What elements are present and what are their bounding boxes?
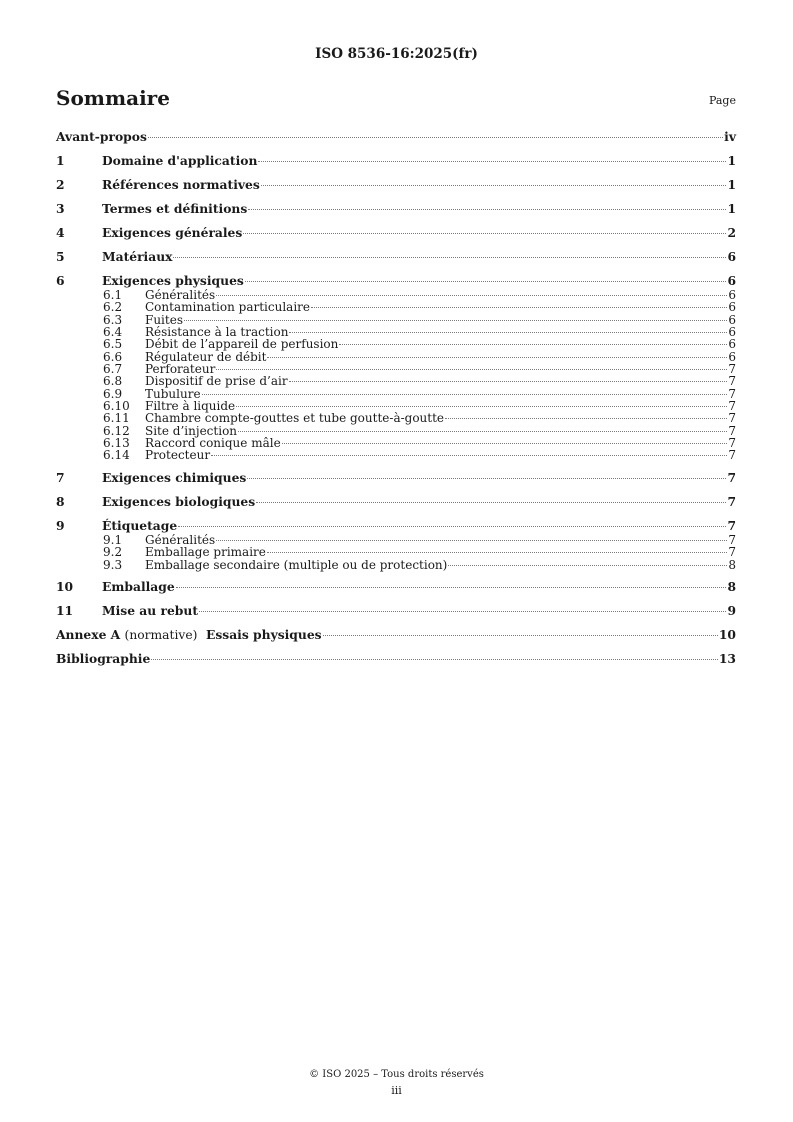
- toc-label: Contamination particulaire: [145, 300, 310, 315]
- toc-number: 5: [56, 249, 65, 264]
- toc-page-number: 6: [727, 249, 736, 264]
- toc-page-number: 2: [727, 225, 736, 240]
- toc-page-number: 13: [718, 650, 736, 666]
- toc-page-number: 7: [728, 399, 736, 414]
- dot-leader: [247, 478, 726, 479]
- toc-label: Étiquetage: [102, 517, 178, 533]
- annex-qualifier: (normative): [124, 627, 198, 642]
- toc-label: Perforateur: [145, 362, 216, 377]
- toc-label: Site d’injection: [145, 423, 238, 438]
- toc-entry[interactable]: [56, 273, 736, 289]
- toc-page-number: 7: [727, 469, 736, 485]
- toc-page-number: 6: [728, 288, 736, 302]
- dot-leader: [267, 357, 727, 358]
- toc-page-number: 7: [728, 436, 736, 451]
- toc-page-number: 6: [727, 273, 736, 288]
- toc-number: 7: [56, 469, 65, 485]
- dot-leader: [148, 137, 723, 138]
- toc-label: Exigences générales: [102, 225, 243, 240]
- toc-number: 6.7: [103, 362, 123, 377]
- toc-number: 9: [56, 517, 65, 533]
- toc-page-number: 7: [728, 386, 736, 401]
- toc-page-number: 7: [728, 532, 736, 547]
- toc-label: Tubulure: [145, 386, 201, 401]
- toc-number: 6.1: [103, 288, 123, 302]
- toc-page-number: 10: [718, 626, 736, 642]
- dot-leader: [245, 281, 727, 282]
- toc-page-number: 9: [727, 602, 736, 618]
- toc-number: 6.3: [103, 312, 123, 327]
- dot-leader: [282, 443, 728, 444]
- toc-number: 6.12: [103, 423, 130, 438]
- toc-label: Régulateur de débit: [145, 349, 267, 364]
- toc-subentry[interactable]: [56, 559, 736, 571]
- dot-leader: [216, 369, 727, 370]
- toc-page-number: 7: [728, 545, 736, 560]
- table-of-contents: [56, 129, 736, 667]
- toc-annex-label: [56, 627, 322, 643]
- toc-subentry[interactable]: [56, 301, 736, 313]
- toc-number: 9.2: [103, 545, 123, 560]
- toc-page-number: 1: [727, 201, 736, 216]
- toc-label: Protecteur: [145, 448, 211, 463]
- toc-page-number: 6: [728, 325, 736, 340]
- dot-leader: [151, 659, 718, 660]
- toc-page-number: 7: [727, 517, 736, 533]
- toc-page-number: 7: [728, 448, 736, 463]
- toc-entry[interactable]: [56, 627, 736, 643]
- toc-label: Généralités: [145, 532, 216, 547]
- toc-page-number: iv: [724, 129, 736, 144]
- dot-leader: [258, 161, 726, 162]
- toc-number: 2: [56, 177, 65, 192]
- toc-label: Débit de l’appareil de perfusion: [145, 337, 339, 352]
- toc-label: Raccord conique mâle: [145, 436, 281, 451]
- dot-leader: [445, 418, 727, 419]
- toc-subentry[interactable]: [56, 338, 736, 350]
- toc-label: Emballage secondaire (multiple ou de protection): [145, 557, 448, 572]
- toc-page-number: 8: [727, 578, 736, 594]
- dot-leader: [323, 635, 718, 636]
- toc-label: Filtre à liquide: [145, 399, 236, 414]
- dot-leader: [267, 552, 727, 553]
- toc-entry[interactable]: [56, 177, 736, 193]
- toc-number: 6.8: [103, 374, 123, 389]
- toc-page-number: 7: [728, 374, 736, 389]
- toc-number: 6: [56, 273, 65, 288]
- dot-leader: [178, 526, 726, 527]
- toc-subentry[interactable]: [56, 412, 736, 424]
- dot-leader: [199, 611, 726, 612]
- toc-number: 6.11: [103, 411, 130, 426]
- toc-number: 10: [56, 578, 74, 594]
- toc-page-number: 7: [728, 411, 736, 426]
- toc-entry[interactable]: [56, 603, 736, 619]
- toc-number: 6.5: [103, 337, 123, 352]
- toc-page-number: 6: [728, 349, 736, 364]
- dot-leader: [236, 406, 727, 407]
- toc-entry[interactable]: [56, 129, 736, 145]
- dot-leader: [448, 565, 727, 566]
- toc-entry[interactable]: [56, 249, 736, 265]
- toc-entry[interactable]: [56, 518, 736, 534]
- toc-label: Bibliographie: [56, 650, 151, 666]
- toc-page-number: 6: [728, 312, 736, 327]
- dot-leader: [339, 344, 727, 345]
- dot-leader: [216, 540, 727, 541]
- dot-leader: [289, 332, 727, 333]
- toc-number: 6.9: [103, 386, 123, 401]
- toc-label: Généralités: [145, 288, 216, 302]
- toc-page-number: 6: [728, 337, 736, 352]
- toc-label: Fuites: [145, 312, 183, 327]
- toc-label: Mise au rebut: [102, 602, 199, 618]
- page-title: Sommaire: [56, 86, 170, 110]
- toc-page-number: 8: [728, 557, 736, 572]
- toc-number: 6.6: [103, 349, 123, 364]
- toc-label: Emballage primaire: [145, 545, 266, 560]
- toc-label: Avant-propos: [56, 129, 147, 144]
- dot-leader: [173, 257, 726, 258]
- toc-label: Matériaux: [102, 249, 173, 264]
- dot-leader: [261, 185, 727, 186]
- toc-subentry[interactable]: [56, 546, 736, 558]
- dot-leader: [248, 209, 726, 210]
- toc-label: Dispositif de prise d’air: [145, 374, 288, 389]
- toc-subentry[interactable]: [56, 449, 736, 461]
- toc-entry[interactable]: [56, 225, 736, 241]
- toc-page-number: 7: [728, 362, 736, 377]
- toc-number: 8: [56, 493, 65, 509]
- toc-entry[interactable]: [56, 153, 736, 169]
- toc-entry[interactable]: [56, 651, 736, 667]
- toc-number: 6.14: [103, 448, 130, 463]
- page-number: iii: [391, 1084, 402, 1097]
- toc-number: 6.13: [103, 436, 130, 451]
- toc-label: Emballage: [102, 578, 175, 594]
- toc-label: Domaine d'application: [102, 153, 258, 168]
- toc-entry[interactable]: [56, 470, 736, 486]
- toc-number: 6.4: [103, 325, 123, 340]
- dot-leader: [202, 394, 728, 395]
- copyright-notice: © ISO 2025 – Tous droits réservés: [309, 1069, 484, 1080]
- toc-number: 4: [56, 225, 65, 240]
- toc-entry[interactable]: [56, 201, 736, 217]
- dot-leader: [211, 455, 727, 456]
- toc-number: 6.10: [103, 399, 130, 414]
- dot-leader: [176, 587, 727, 588]
- annex-prefix: Annexe A: [56, 626, 121, 642]
- toc-label: Exigences chimiques: [102, 469, 247, 485]
- page-footer: [0, 1067, 793, 1099]
- toc-page-number: 1: [727, 177, 736, 192]
- dot-leader: [311, 307, 727, 308]
- toc-entry[interactable]: [56, 494, 736, 510]
- dot-leader: [216, 295, 727, 296]
- toc-label: Résistance à la traction: [145, 325, 289, 340]
- dot-leader: [256, 502, 726, 503]
- toc-label: Références normatives: [102, 177, 260, 192]
- toc-entry[interactable]: [56, 579, 736, 595]
- toc-page-number: 7: [728, 423, 736, 438]
- toc-subentry[interactable]: [56, 375, 736, 387]
- document-header: ISO 8536-16:2025(fr): [315, 46, 478, 62]
- toc-page-number: 6: [728, 300, 736, 315]
- toc-number: 6.2: [103, 300, 123, 315]
- toc-number: 11: [56, 602, 74, 618]
- toc-label: Exigences physiques: [102, 273, 244, 288]
- toc-number: 9.3: [103, 557, 123, 572]
- page-column-label: Page: [708, 94, 736, 107]
- toc-page-number: 1: [727, 153, 736, 168]
- dot-leader: [243, 233, 726, 234]
- toc-number: 9.1: [103, 532, 123, 547]
- toc-label: Chambre compte-gouttes et tube goutte-à-goutte: [145, 411, 445, 426]
- toc-label: Termes et définitions: [102, 201, 248, 216]
- toc-page-number: 7: [727, 493, 736, 509]
- dot-leader: [289, 381, 728, 382]
- title-row: [56, 86, 736, 116]
- annex-title: Essais physiques: [205, 626, 322, 642]
- toc-label: Exigences biologiques: [102, 493, 256, 509]
- toc-number: 1: [56, 153, 65, 168]
- dot-leader: [238, 431, 727, 432]
- dot-leader: [184, 320, 727, 321]
- toc-number: 3: [56, 201, 65, 216]
